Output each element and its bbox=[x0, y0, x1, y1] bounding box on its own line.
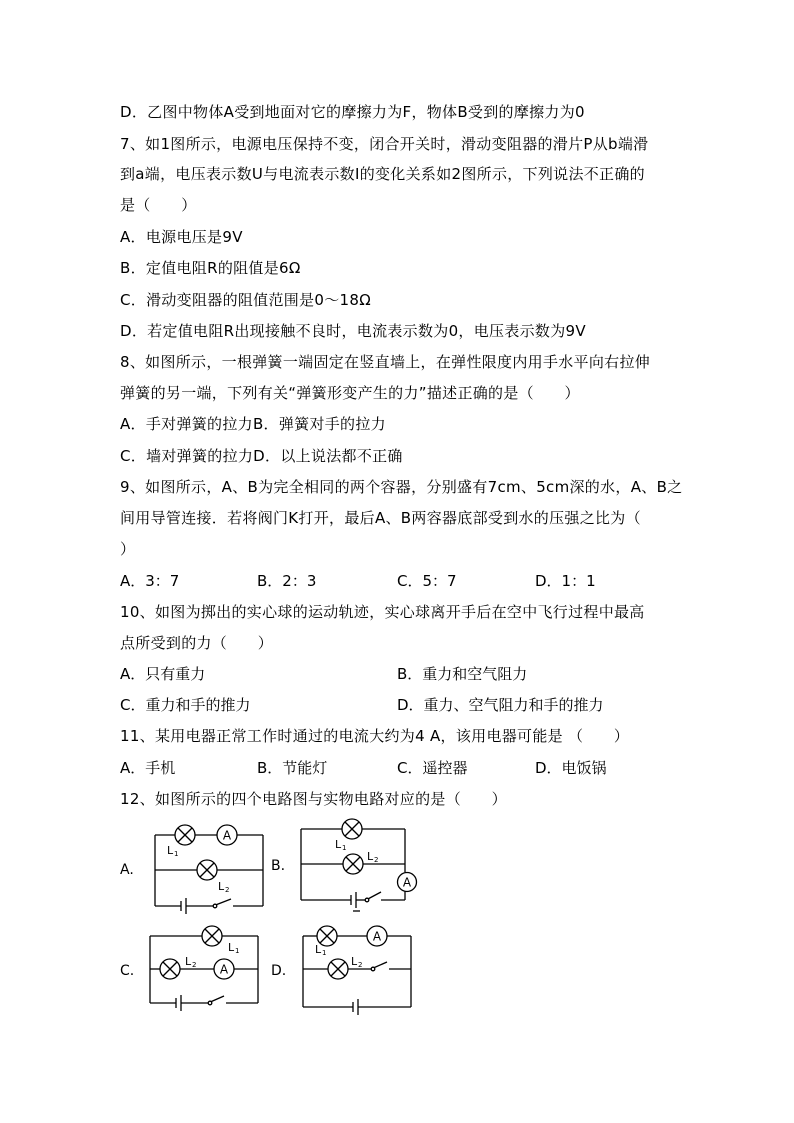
lamp-l1-subscript: 1 bbox=[235, 947, 240, 955]
circuit-diagram-c bbox=[140, 923, 265, 1013]
lamp-l2-subscript: 2 bbox=[374, 856, 379, 864]
lamp-l1-subscript: 1 bbox=[342, 844, 347, 852]
q11-stem: 11、某用电器正常工作时通过的电流大约为4 A，该用电器可能是 （ ） bbox=[120, 727, 630, 745]
lamp-l1-label: L bbox=[335, 838, 342, 851]
lamp-l1-subscript: 1 bbox=[174, 850, 179, 858]
q10-option-a: A．只有重力 bbox=[120, 665, 206, 683]
q9-option-c: C．5：7 bbox=[397, 572, 457, 590]
q10-option-c: C．重力和手的推力 bbox=[120, 696, 251, 714]
q10-stem-line1: 10、如图为掷出的实心球的运动轨迹，实心球离开手后在空中飞行过程中最高 bbox=[120, 603, 645, 621]
ammeter-symbol: A bbox=[372, 929, 382, 944]
q12-label-d: D. bbox=[271, 963, 287, 979]
ammeter-symbol: A bbox=[222, 828, 232, 843]
lamp-l2-subscript: 2 bbox=[192, 961, 197, 969]
q9-stem-line1: 9、如图所示，A、B为完全相同的两个容器，分别盛有7cm、5cm深的水，A、B之 bbox=[120, 478, 683, 496]
q9-stem-line2: 间用导管连接．若将阀门K打开，最后A、B两容器底部受到水的压强之比为（ bbox=[120, 509, 641, 527]
lamp-l2-subscript: 2 bbox=[358, 961, 363, 969]
q7-stem-line2: 到a端，电压表示数U与电流表示数I的变化关系如2图所示，下列说法不正确的 bbox=[120, 165, 645, 183]
lamp-l2-label: L bbox=[218, 880, 225, 893]
q12-stem: 12、如图所示的四个电路图与实物电路对应的是（ ） bbox=[120, 790, 507, 808]
q7-option-d: D．若定值电阻R出现接触不良时，电流表示数为0，电压表示数为9V bbox=[120, 322, 586, 340]
q8-stem-line1: 8、如图所示，一根弹簧一端固定在竖直墙上，在弹性限度内用手水平向右拉伸 bbox=[120, 353, 651, 371]
circuit-diagram-d bbox=[295, 923, 420, 1015]
lamp-l1-label: L bbox=[167, 844, 174, 857]
q11-option-c: C．遥控器 bbox=[397, 759, 468, 777]
q9-stem-line3: ） bbox=[120, 540, 136, 558]
lamp-l2-label: L bbox=[351, 955, 358, 968]
q7-option-b: B．定值电阻R的阻值是6Ω bbox=[120, 259, 301, 277]
lamp-l1-label: L bbox=[315, 943, 322, 956]
q10-option-d: D．重力、空气阻力和手的推力 bbox=[397, 696, 604, 714]
q8-stem-line2: 弹簧的另一端，下列有关“弹簧形变产生的力”描述正确的是（ ） bbox=[120, 384, 580, 402]
lamp-l2-label: L bbox=[367, 850, 374, 863]
q7-stem-line1: 7、如1图所示，电源电压保持不变，闭合开关时，滑动变阻器的滑片P从b端滑 bbox=[120, 135, 649, 153]
q8-options-ab: A．手对弹簧的拉力B．弹簧对手的拉力 bbox=[120, 415, 386, 433]
lamp-l1-subscript: 1 bbox=[322, 949, 327, 957]
circuit-diagram-a bbox=[145, 822, 270, 914]
q12-label-a: A. bbox=[120, 862, 134, 878]
q12-label-c: C. bbox=[120, 963, 135, 979]
lamp-l1-label: L bbox=[228, 941, 235, 954]
circuit-diagram-b bbox=[293, 818, 423, 916]
q7-stem-line3: 是（ ） bbox=[120, 196, 197, 214]
q8-options-cd: C．墙对弹簧的拉力D．以上说法都不正确 bbox=[120, 447, 403, 465]
ammeter-symbol: A bbox=[402, 875, 412, 890]
lamp-l2-label: L bbox=[185, 955, 192, 968]
q11-option-a: A．手机 bbox=[120, 759, 176, 777]
q11-option-d: D．电饭锅 bbox=[535, 759, 607, 777]
ammeter-symbol: A bbox=[219, 962, 229, 977]
q6-option-d: D．乙图中物体A受到地面对它的摩擦力为F，物体B受到的摩擦力为0 bbox=[120, 103, 585, 121]
q7-option-a: A．电源电压是9V bbox=[120, 228, 243, 246]
q9-option-d: D．1：1 bbox=[535, 572, 596, 590]
q10-option-b: B．重力和空气阻力 bbox=[397, 665, 528, 683]
q9-option-b: B．2：3 bbox=[257, 572, 317, 590]
q10-stem-line2: 点所受到的力（ ） bbox=[120, 634, 274, 652]
q11-option-b: B．节能灯 bbox=[257, 759, 328, 777]
q7-option-c: C．滑动变阻器的阻值范围是0～18Ω bbox=[120, 291, 371, 309]
q9-option-a: A．3：7 bbox=[120, 572, 180, 590]
q12-label-b: B. bbox=[271, 858, 286, 874]
lamp-l2-subscript: 2 bbox=[225, 886, 230, 894]
